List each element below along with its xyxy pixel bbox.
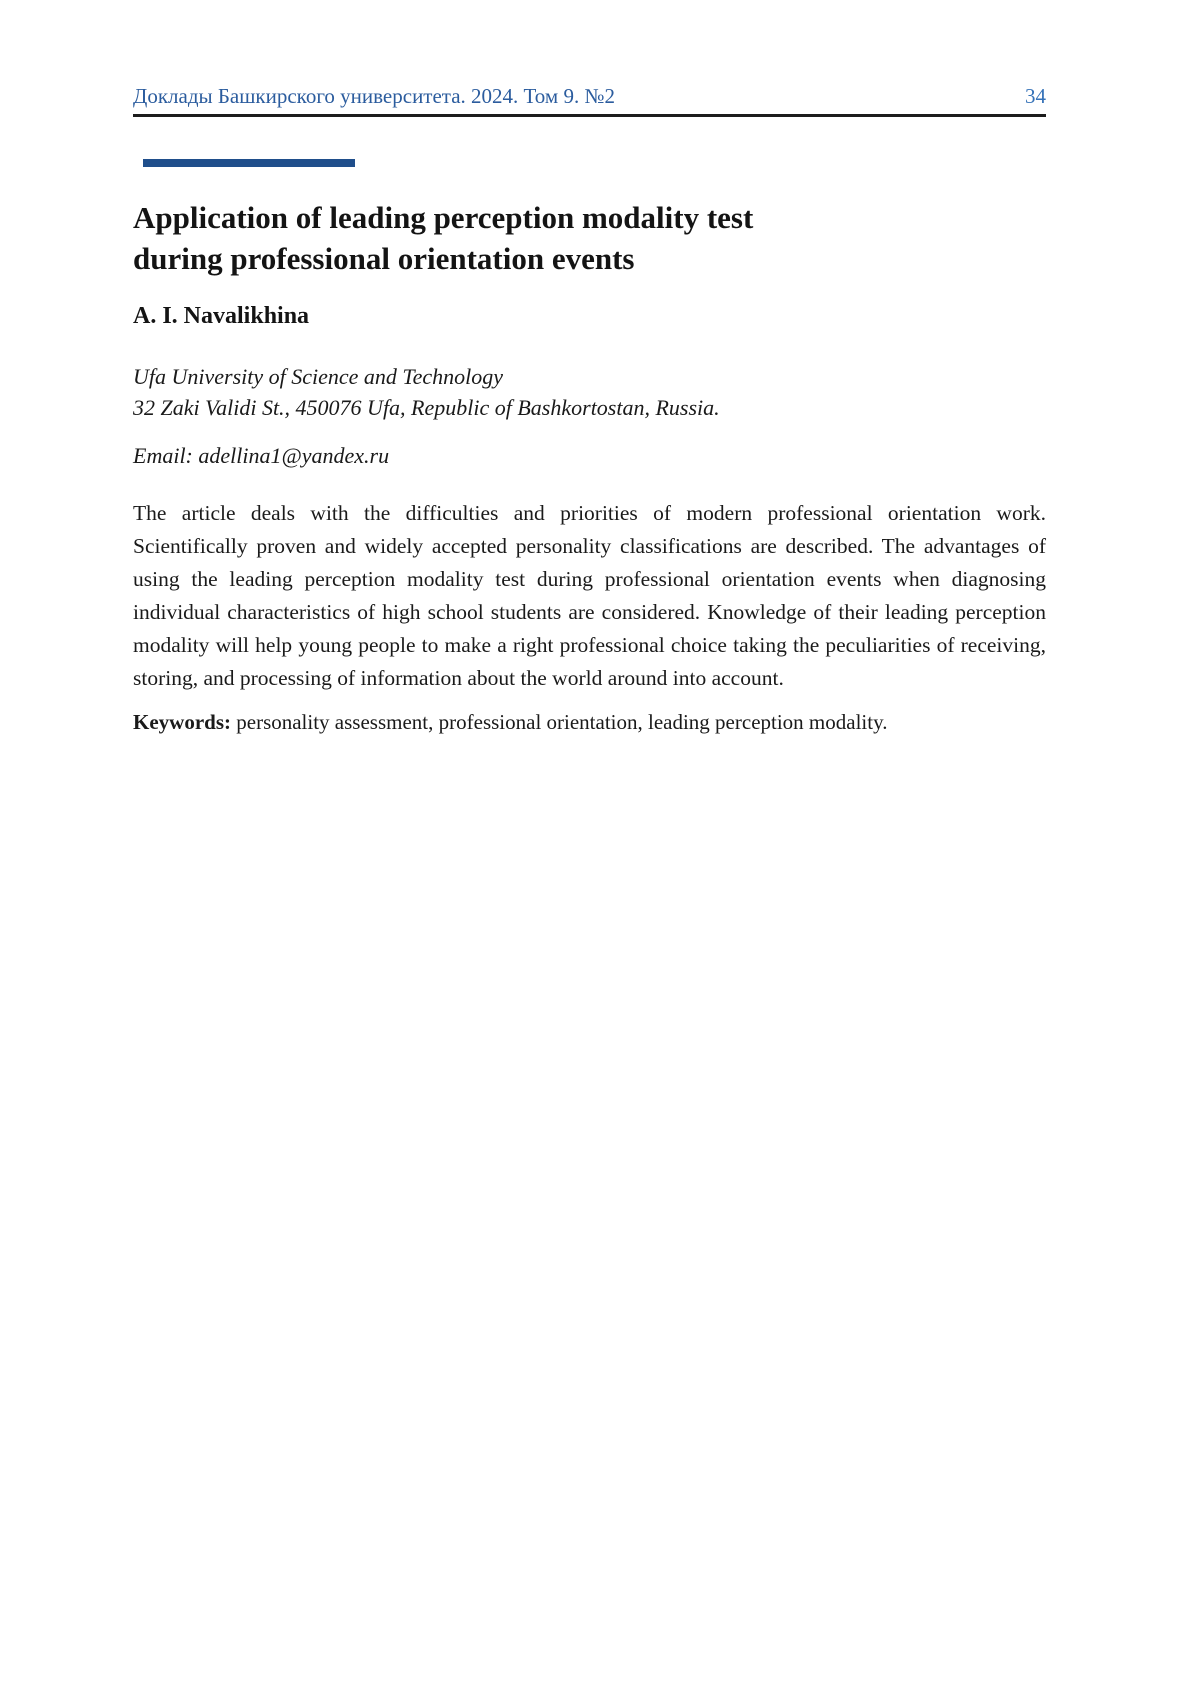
running-header bbox=[133, 84, 1046, 108]
abstract-text: The article deals with the difficulties and priorities of modern professional orientation work. Scientifically proven and widely accepted personality classifications are described. The advantages of using the leading perception modality test during professional orientation events when diagnosing individual characteristics of high school students are considered. Knowledge of their leading perception modality will help young people to make a right professional choice taking the peculiarities of receiving, storing, and processing of information about the world around into account. bbox=[133, 501, 1046, 690]
affiliation-address: 32 Zaki Validi St., 450076 Ufa, Republic of Bashkortostan, Russia. bbox=[133, 395, 720, 420]
article-title bbox=[133, 197, 1046, 279]
affiliation-institution: Ufa University of Science and Technology bbox=[133, 364, 504, 389]
keywords-line bbox=[133, 706, 1046, 739]
page-number: 34 bbox=[1025, 84, 1046, 108]
journal-title: Доклады Башкирского университета. 2024. Том 9. №2 bbox=[133, 84, 615, 108]
accent-bar bbox=[143, 159, 355, 167]
keywords-text: personality assessment, professional orientation, leading perception modality. bbox=[231, 710, 888, 734]
article-title-line2: during professional orientation events bbox=[133, 241, 635, 276]
page-content bbox=[133, 84, 1046, 739]
header-rule-divider bbox=[133, 114, 1046, 117]
affiliation-block bbox=[133, 361, 1046, 423]
keywords-label: Keywords: bbox=[133, 710, 231, 734]
article-title-line1: Application of leading perception modality test bbox=[133, 200, 754, 235]
author-name: A. I. Navalikhina bbox=[133, 303, 310, 329]
author-email: Email: adellina1@yandex.ru bbox=[133, 443, 390, 468]
